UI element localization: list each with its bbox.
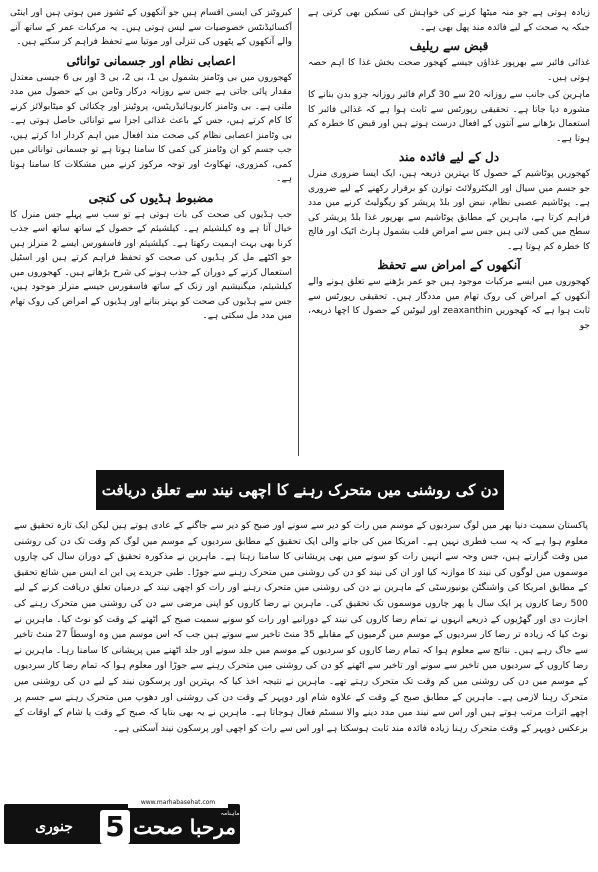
brand-bar xyxy=(4,804,240,865)
website-url[interactable]: www.marhabasehat.com xyxy=(128,798,228,808)
subheading-eye-protection: آنکھوں کے امراض سے تحفظ xyxy=(377,258,521,272)
paragraph: کھجوروں میں ایسے مرکبات موجود ہیں جو عمر بڑھنے سے تعلق ہونے والے آنکھوں کے امراض کی روک تھام میں مددگار ہیں۔ تحقیقی رپورٹس سے ثابت ہوا ہے کہ کھجوریں zeaxanthin اور لیوٹین کے حصول کا اچھا ذریعہ، جو xyxy=(308,277,590,331)
brand-tagline: ماہنامہ xyxy=(220,810,240,817)
paragraph: ماہرین کی جانب سے روزانہ 20 سے 30 گرام فائبر روزانہ جزو بدن بنانے کا مشورہ دیا جاتا ہے۔ تحقیقی رپورٹس سے ثابت ہوا ہے کہ غذائی فائبر کا استعمال بڑھانے سے آنتوں کے افعال درست ہوتے ہیں اور قبض کا خطرہ کم ہوتا ہے۔ xyxy=(308,90,590,144)
paragraph: کھجوریں پوٹاشیم کے حصول کا بہترین ذریعہ ہیں، ایک ایسا ضروری منرل جو جسم میں سیال اور الیکٹرولائٹ توازن کو برقرار رکھنے کے لیے ضروری ہے۔ پوٹاشیم عصبی نظام، نبض اور بلڈ پریشر کو ریگولیٹ کرنے میں مدد فراہم کرتا ہے، ماہرین کے مطابق پوٹاشیم سے بھرپور غذا بلڈ پریشر کی سطح میں کمی لاتی ہیں جس سے امراض قلب بشمول ہارٹ اٹیک اور فالج کا خطرہ کم ہوتا ہے۔ xyxy=(308,169,590,252)
subheading-nervous-system: اعصابی نظام اور جسمانی توانائی xyxy=(66,53,236,68)
issue-date: جنوری 2023ء xyxy=(31,819,77,865)
paragraph: زیادہ ہوتی ہے جو منہ میٹھا کرنے کی خواہش کی تسکین بھی کرتی ہے جبکہ یہ صحت کے لیے فائدہ مند پھل بھی ہے۔ xyxy=(308,8,590,33)
paragraph: کیروٹنز کی ایسی اقسام ہیں جو آنکھوں کے ٹشوز میں ہوتی ہیں اور اینٹی آکسائیڈنٹس خصوصیات سے لیس ہوتی ہیں۔ یہ مرکبات عمر کے ساتھ آنے والے آنکھوں کے پٹھوں کی تنزلی اور موتیا سے تحفظ فراہم کر سکتے ہیں۔ xyxy=(10,8,292,47)
paragraph: جب ہڈیوں کی صحت کی بات ہوتی ہے تو سب سے پہلے جس منرل کا خیال آتا ہے وہ کیلشیئم ہے۔ کیلشیئم کے حصول کے ساتھ ساتھ اسے جذب کرنا بھی بہت اہمیت رکھتا ہے۔ کیلشیئم اور فاسفورس ایسے 2 منرلز ہیں جو اکٹھے مل کر ہڈیوں کی صحت کو تحفظ فراہم کرتے ہیں اور اسٹیل استعمال کرنے کے دوران کے جذب ہونے کی شرح بڑھاتے ہیں۔ کھجوروں میں کیلشیئم، میگنیشیم اور زنک کے ساتھ فاسفورس جیسے منرلز موجود ہیں، جس سے ہڈیوں کی صحت کو بہتر بنانے اور ہڈیوں کے امراض کی روک تھام میں مدد مل سکتی ہے۔ xyxy=(10,209,292,321)
column-divider xyxy=(298,8,299,456)
subheading-heart-benefit: دل کے لیے فائدہ مند xyxy=(398,150,500,164)
subheading-constipation-relief: قبض سے ریلیف xyxy=(409,39,489,53)
article-headline-banner: دن کی روشنی میں متحرک رہنے کا اچھی نیند سے تعلق دریافت xyxy=(96,470,504,510)
brand-logo-text: مرحبا صحت xyxy=(133,815,236,839)
paragraph: غذائی فائبر سے بھرپور غذاؤں جیسے کھجور صحت بخش غذا کا اہم حصہ ہوتی ہیں۔ xyxy=(308,58,590,83)
paragraph: کھجوروں میں بی وٹامنز بشمول بی 1، بی 2، بی 3 اور بی 6 جیسی معتدل مقدار پائی جاتی ہے جس سے روزانہ درکار وٹامن بی کے حصول میں مدد ملتی ہے۔ بی وٹامنز کاربوہائیڈریٹس، پروٹینز اور چکنائی کو میٹابولائز کرنے کا کام کرتے ہیں، جس کے باعث غذائی اجزا سے توانائی حاصل ہوتی ہے۔ بی وٹامنز اعصابی نظام کی صحت مند افعال میں اہم کردار ادا کرتے ہیں، جب جسم کو ان وٹامنز کی کمی کا سامنا ہوتا ہے تو جسمانی توانائی میں کمی، کمزوری، تھکاوٹ اور توجہ مرکوز کرنے میں مشکلات کا سامنا ہوتا ہے۔ xyxy=(10,72,292,184)
article-body xyxy=(14,518,588,796)
left-column xyxy=(10,6,292,458)
subheading-strong-bones: مضبوط ہڈیوں کی کنجی xyxy=(88,190,214,205)
page-number: 5 xyxy=(100,810,130,844)
page-footer xyxy=(0,799,598,865)
paragraph: پاکستان سمیت دنیا بھر میں لوگ سردیوں کے موسم میں رات کو دیر سے سونے اور صبح کو دیر سے جاگنے کے عادی ہوتے ہیں لیکن ایک تازہ تحقیق سے معلوم ہوا ہے کہ یہ سب فطری نہیں ہے۔ امریکا میں کی جانے والی ایک تحقیق کے مطابق سردیوں کے موسم میں لوگ کم وقت تک دن کی روشنی میں وقت گزارتے ہیں، جس وجہ سے انہیں رات کو سونے میں بھی پریشانی کا سامنا رہتا ہے۔ ماہرین نے مذکورہ تحقیق کے دوران سال کی چاروں موسموں میں لوگوں کی نیند کا موازنہ کیا اور ان کی نیند کو دن کی روشنی میں متحرک رہنے سے جوڑا۔ طبی جریدے پی این اے ایس میں شائع تحقیق کے مطابق امریکا کی واشنگٹن یونیورسٹی کے ماہرین نے دن کی روشنی میں متحرک رہنے اور رات کو اچھی نیند کے درمیان تعلق دریافت کرنے کے لیے 500 رضا کاروں پر ایک سال یا پھر چاروں موسموں تک تحقیق کی۔ ماہرین نے رضا کاروں کو اپنی مرضی سے دن کی روشنی میں متحرک رہنے کی اجازت دی اور گھڑیوں کے ذریعے انہوں نے تمام رضا کاروں کی نیند کے دورانیے اور رات کو سونے سمیت صبح کے اٹھنے کے وقت کو نوٹ کیا۔ ماہرین نے نوٹ کیا کہ زیادہ تر رضا کار سردیوں کے موسم میں گرمیوں کے مقابلے 35 منٹ تاخیر سے سوتے ہیں جب کہ اس موسم میں وہ اوسطاً 27 منٹ تاخیر سے جاگ رہے ہیں۔ نتائج سے معلوم ہوا کہ تمام رضا کاروں کو سردیوں کے موسم میں جلد سونے اور جلد اٹھنے میں پریشانی کا سامنا رہا۔ ماہرین نے رضا کاروں کے سردیوں میں تاخیر سے سونے اور تاخیر سے اٹھنے کو دن کی روشنی میں متحرک رہنے سے جوڑا اور معلوم ہوا کہ تمام رضا کار سردیوں کے موسم میں دن کی روشنی میں کم وقت تک متحرک رہتے تھے۔ ماہرین نے نتیجہ اخذ کیا کہ بہترین اور پرسکون نیند کے لیے دن کی روشنی میں متحرک رہنا لازمی ہے۔ ماہرین کے مطابق صبح کے وقت کے علاوہ شام اور دوپہر کے وقت دن کی روشنی اور دھوپ میں متحرک رہنے سے جسم پر اچھے اثرات مرتب ہوتے ہیں اور اس سے نیند میں مدد دینے والا سسٹم فعال ہوجاتا ہے۔ ماہرین نے یہ بھی بتایا کہ صبح کے وقت یا شام کے اوقات کے برعکس دوپہر کے وقت متحرک رہنا زیادہ فائدہ مند ثابت ہوسکتا ہے اور اس سے رات کو اچھی اور پرسکون نیند آسکتی ہے۔ xyxy=(14,520,588,734)
right-column xyxy=(308,6,590,458)
